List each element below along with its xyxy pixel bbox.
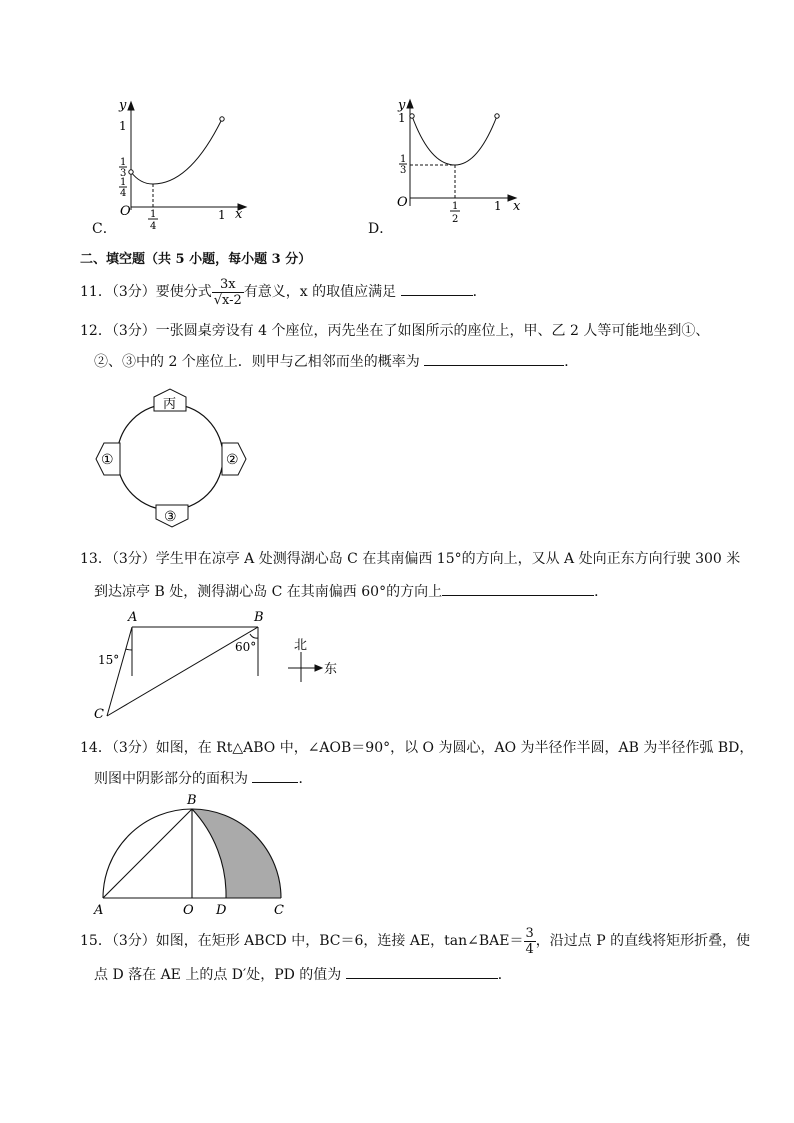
graph-c-y-label: y [119, 98, 127, 113]
q13-line2-text: 到达凉亭 B 处，测得湖心岛 C 在其南偏西 60°的方向上 [94, 584, 443, 600]
graph-c-y-arrow [128, 102, 134, 110]
q12-end: ． [564, 354, 579, 370]
graph-c-x-quarter-den: 4 [150, 221, 157, 232]
q14-line2-text: 则图中阴影部分的面积为 [94, 771, 248, 787]
compass-east-label: 东 [324, 662, 338, 677]
seat-bottom-label: ③ [164, 509, 177, 525]
q15-line2 [94, 964, 512, 984]
q14-answer-blank[interactable] [252, 768, 298, 783]
q13-line2 [94, 581, 608, 601]
q13-ac-line [107, 627, 132, 716]
q11-end: ． [472, 284, 487, 300]
q14-end: ． [298, 771, 313, 787]
q15-suffix: ，沿过点 P 的直线将矩形折叠，使 [535, 933, 751, 949]
graph-d-y-tick-1: 1 [398, 111, 406, 125]
graph-d-y-third-num: 1 [400, 154, 407, 165]
q14-ab-line [103, 809, 192, 898]
q14-label-c: C [274, 903, 284, 918]
graph-c-x-label: x [235, 207, 243, 222]
graph-c-y-quarter-num: 1 [120, 177, 127, 188]
q14-label-a: A [94, 903, 104, 918]
q12-line2 [94, 351, 578, 371]
graph-c-open-point-left [129, 170, 133, 174]
seat-right-label: ② [226, 452, 239, 468]
graph-d-curve [412, 116, 497, 165]
graph-c-y-third-num: 1 [120, 157, 127, 168]
graph-d-y-third-den: 3 [400, 165, 407, 176]
q14-shaded-region [192, 809, 281, 898]
q12-table-figure [90, 385, 260, 533]
q13-angle-60: 60° [235, 640, 257, 654]
q13-figure [90, 606, 350, 724]
graph-c-y-quarter-den: 4 [120, 188, 127, 199]
q11-answer-blank[interactable] [401, 281, 473, 296]
graph-d-open-point-left [410, 114, 414, 118]
graph-c-x-tick-1: 1 [218, 208, 226, 222]
q14-figure [88, 790, 298, 920]
compass-east-arrow [315, 665, 322, 671]
graph-c-curve [131, 119, 222, 184]
q13-label-a: A [128, 610, 138, 625]
graph-c-origin: O [120, 204, 131, 219]
q13-angle-15-arc [126, 649, 132, 650]
graph-c-open-point-right [220, 117, 224, 121]
q13-angle-60-arc [250, 634, 258, 638]
graph-d-option-label: D． [368, 221, 394, 237]
graph-d-x-label: x [513, 199, 521, 214]
question-11 [80, 272, 487, 312]
q15-frac-num: 3 [525, 925, 534, 941]
q15-prefix: 15．（3分）如图，在矩形 ABCD 中，BC＝6，连接 AE，tan∠BAE＝ [80, 933, 524, 949]
q14-line1: 14．（3分）如图，在 Rt△ABO 中，∠AOB＝90°，以 O 为圆心，AO 为半径作半圆，AB 为半径作弧 BD， [80, 740, 754, 756]
q11-fraction [212, 277, 244, 308]
q13-label-c: C [94, 707, 104, 722]
q11-frac-den: x-2 [222, 292, 242, 308]
q13-answer-blank[interactable] [442, 581, 594, 596]
graph-d-y-label: y [398, 98, 406, 113]
q11-suffix: 有意义，x 的取值应满足 [243, 284, 397, 300]
q14-line2 [94, 768, 312, 788]
q13-end: ． [594, 584, 609, 600]
graph-c-y-tick-1: 1 [119, 119, 127, 133]
q11-frac-num: 3x [212, 277, 244, 293]
q14-label-d: D [216, 903, 227, 918]
q14-label-b: B [187, 793, 197, 808]
q14-label-o: O [183, 903, 194, 918]
seat-top-label: 丙 [163, 397, 177, 412]
q15-frac-den: 4 [525, 941, 534, 957]
graph-d-x-half-den: 2 [452, 214, 459, 225]
section-heading: 二、填空题（共 5 小题，每小题 3 分） [80, 252, 312, 267]
q13-line1: 13．（3分）学生甲在凉亭 A 处测得湖心岛 C 在其南偏西 15°的方向上，又从 A 处向正东方向行驶 300 米 [80, 551, 741, 567]
graph-c-option-label: C． [92, 221, 117, 237]
seat-left-label: ① [101, 452, 114, 468]
graph-d-origin: O [397, 195, 408, 210]
graph-d-open-point-right [495, 114, 499, 118]
q12-line1: 12．（3分）一张圆桌旁设有 4 个座位，丙先坐在了如图所示的座位上，甲、乙 2 人等可能地坐到①、 [80, 323, 710, 339]
graph-d-y-arrow [407, 100, 413, 108]
question-15 [80, 922, 750, 960]
q15-fraction [524, 926, 536, 957]
q11-prefix: 11．（3分）要使分式 [80, 284, 212, 300]
graph-d [390, 96, 530, 236]
graph-c-y-third-den: 3 [120, 168, 127, 179]
q11-frac-den-wrap: √x-2 [213, 292, 242, 308]
round-table [117, 404, 223, 510]
q13-label-b: B [254, 610, 264, 625]
graph-c-x-quarter-num: 1 [150, 209, 157, 220]
compass-north-label: 北 [294, 638, 308, 653]
graph-d-x-half-num: 1 [452, 201, 459, 212]
q12-line2-text: ②、③中的 2 个座位上．则甲与乙相邻而坐的概率为 [94, 354, 420, 370]
q12-answer-blank[interactable] [424, 351, 564, 366]
q15-end: ． [497, 967, 512, 983]
graph-c [100, 98, 260, 238]
graph-d-x-tick-1: 1 [494, 199, 502, 213]
q15-line2-text: 点 D 落在 AE 上的点 D′处，PD 的值为 [94, 967, 342, 983]
q15-answer-blank[interactable] [346, 964, 498, 979]
q13-angle-15: 15° [98, 653, 120, 667]
